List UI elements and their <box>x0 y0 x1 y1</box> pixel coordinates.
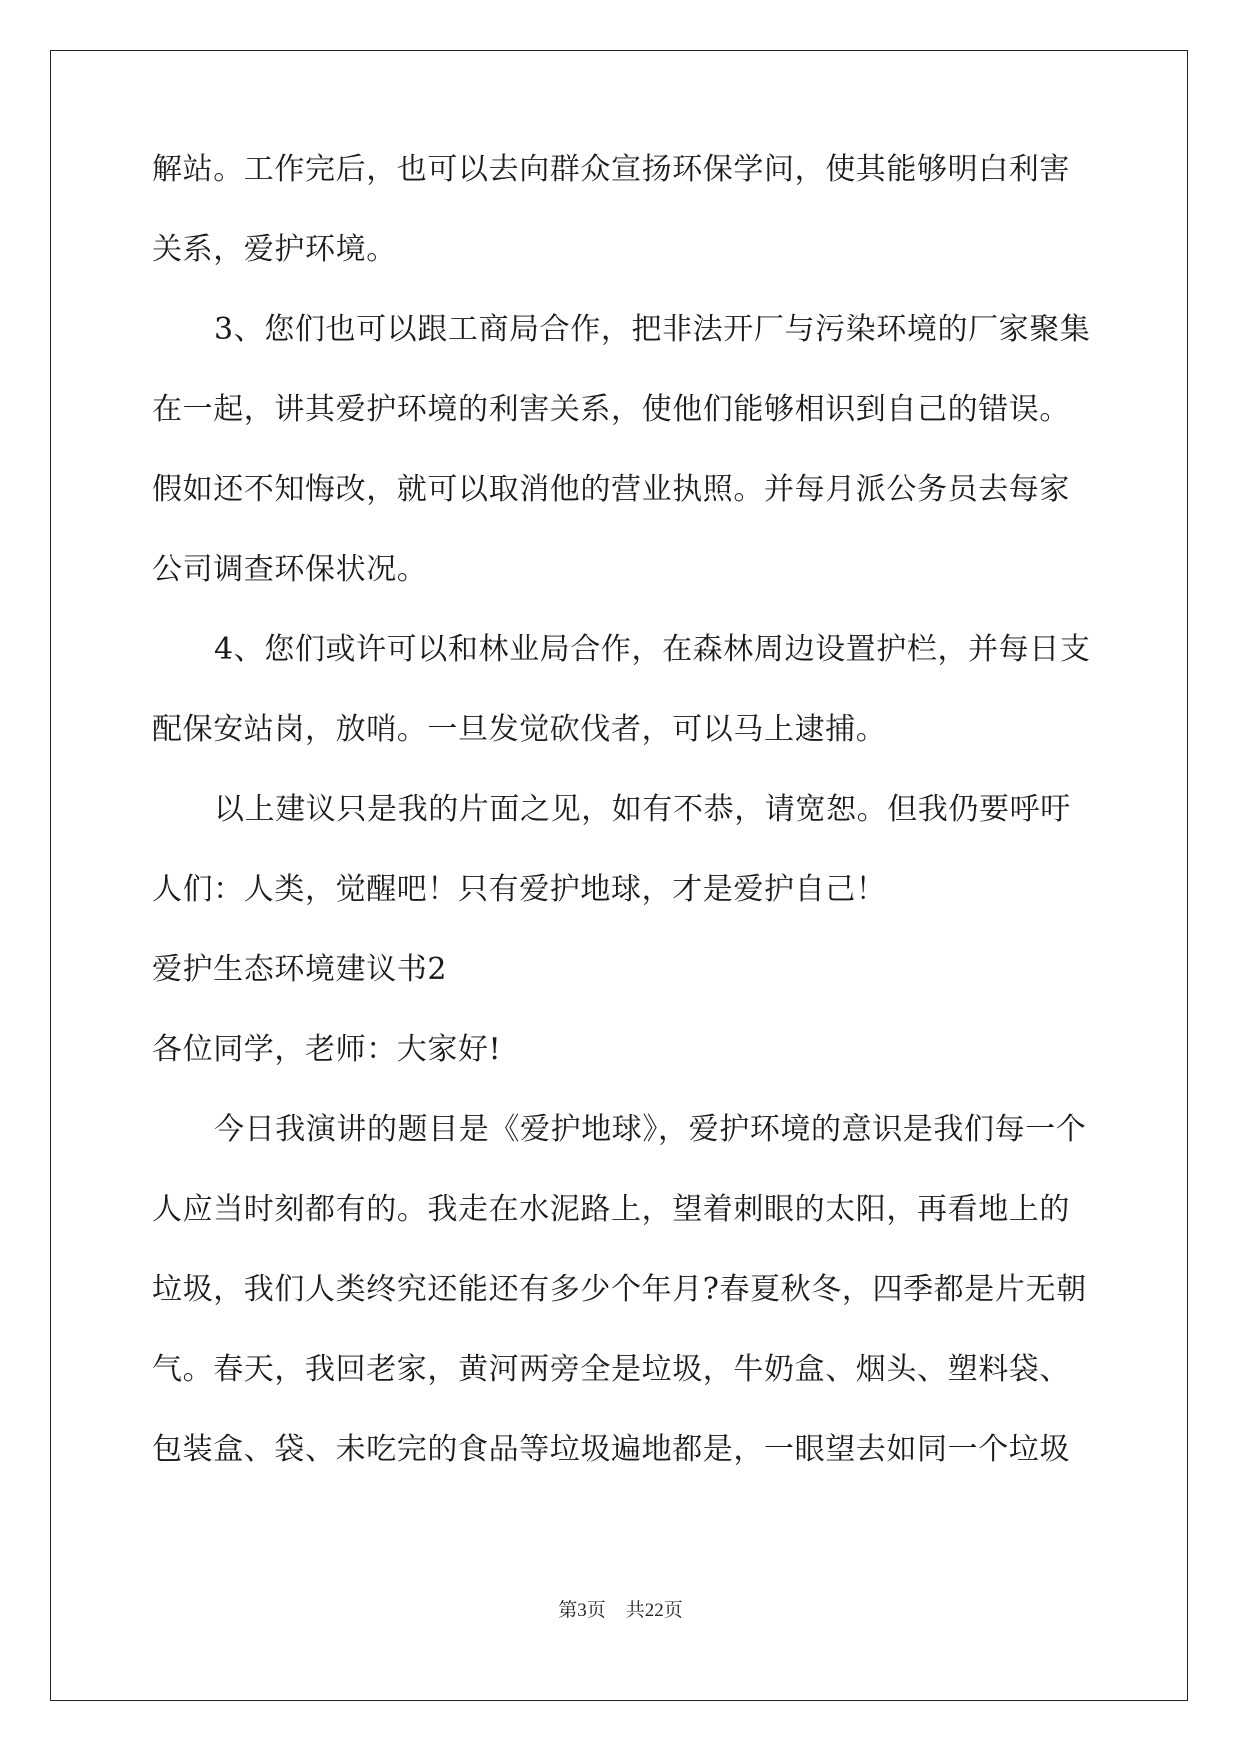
text-line: 人们：人类，觉醒吧！只有爱护地球，才是爱护自己！ <box>152 872 887 907</box>
text-line: 包装盒、袋、未吃完的食品等垃圾遍地都是，一眼望去如同一个垃圾 <box>152 1432 1070 1467</box>
text-line: 公司调查环保状况。 <box>152 552 428 587</box>
document-body <box>152 152 1092 1515</box>
text-line: 气。春天，我回老家，黄河两旁全是垃圾，牛奶盒、烟头、塑料袋、 <box>152 1352 1070 1387</box>
text-line: 人应当时刻都有的。我走在水泥路上，望着刺眼的太阳，再看地上的 <box>152 1192 1070 1227</box>
text-line: 假如还不知悔改，就可以取消他的营业执照。并每月派公务员去每家 <box>152 472 1070 507</box>
page-total: 共22页 <box>625 1600 683 1621</box>
text-line: 解站。工作完后，也可以去向群众宣扬环保学问，使其能够明白利害 <box>152 152 1070 187</box>
text-line: 在一起，讲其爱护环境的利害关系，使他们能够相识到自己的错误。 <box>152 392 1070 427</box>
section-heading: 爱护生态环境建议书2 <box>152 952 448 987</box>
page-footer <box>0 1600 1241 1622</box>
text-line: 3、您们也可以跟工商局合作，把非法开厂与污染环境的厂家聚集 <box>214 312 1091 347</box>
text-line: 关系，爱护环境。 <box>152 232 397 267</box>
text-line: 4、您们或许可以和林业局合作，在森林周边设置护栏，并每日支 <box>214 632 1091 667</box>
text-line: 垃圾，我们人类终究还能还有多少个年月?春夏秋冬，四季都是片无朝 <box>152 1272 1087 1307</box>
text-line: 今日我演讲的题目是《爱护地球》，爱护环境的意识是我们每一个 <box>214 1112 1087 1147</box>
page-number: 第3页 <box>558 1600 606 1621</box>
salutation: 各位同学，老师：大家好! <box>152 1032 502 1067</box>
text-line: 以上建议只是我的片面之见，如有不恭，请宽恕。但我仍要呼吁 <box>214 792 1071 827</box>
text-line: 配保安站岗，放哨。一旦发觉砍伐者，可以马上逮捕。 <box>152 712 887 747</box>
